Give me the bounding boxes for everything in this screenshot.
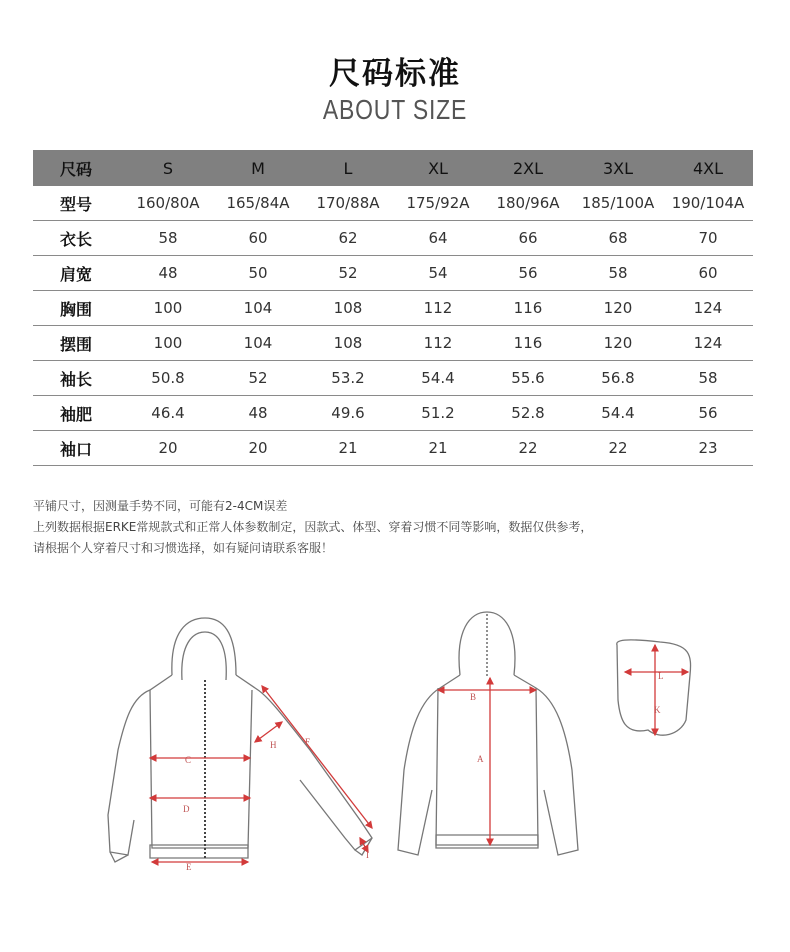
size-cell: 58 <box>123 221 213 256</box>
header-cell: L <box>303 150 393 186</box>
label-f: F <box>305 737 311 747</box>
size-cell: 48 <box>123 256 213 291</box>
size-cell: 20 <box>123 431 213 466</box>
header-cell: 2XL <box>483 150 573 186</box>
size-cell: 60 <box>663 256 753 291</box>
page-subtitle: ABOUT SIZE <box>322 94 468 125</box>
row-label: 袖长 <box>33 361 123 396</box>
size-cell: 52 <box>213 361 303 396</box>
size-table-row <box>33 186 753 221</box>
size-table-row <box>33 326 753 361</box>
size-cell: 54.4 <box>573 396 663 431</box>
size-table-row <box>33 396 753 431</box>
size-cell: 53.2 <box>303 361 393 396</box>
header-cell: 尺码 <box>33 150 123 186</box>
size-cell: 108 <box>303 291 393 326</box>
row-label: 衣长 <box>33 221 123 256</box>
size-cell: 21 <box>393 431 483 466</box>
label-k: K <box>654 705 661 715</box>
measure-line-f <box>262 686 372 828</box>
label-b: B <box>470 692 477 702</box>
header-cell: 3XL <box>573 150 663 186</box>
note-line: 上列数据根据ERKE常规款式和正常人体参数制定，因款式、体型、穿着习惯不同等影响，数据仅供参考， <box>33 520 593 534</box>
row-label: 袖肥 <box>33 396 123 431</box>
hood-outline <box>617 640 691 735</box>
size-cell: 50 <box>213 256 303 291</box>
header-cell: S <box>123 150 213 186</box>
row-label: 肩宽 <box>33 256 123 291</box>
size-cell: 160/80A <box>123 186 213 221</box>
size-cell: 58 <box>663 361 753 396</box>
label-e: E <box>186 862 192 872</box>
label-d: D <box>183 804 190 814</box>
row-label: 胸围 <box>33 291 123 326</box>
size-cell: 48 <box>213 396 303 431</box>
size-cell: 46.4 <box>123 396 213 431</box>
size-cell: 165/84A <box>213 186 303 221</box>
size-table-row <box>33 256 753 291</box>
note-line: 平铺尺寸，因测量手势不同，可能有2-4CM误差 <box>33 499 288 513</box>
size-cell: 64 <box>393 221 483 256</box>
size-cell: 55.6 <box>483 361 573 396</box>
size-notes <box>33 496 592 559</box>
front-jacket-outline <box>108 618 372 862</box>
size-cell: 52.8 <box>483 396 573 431</box>
label-c: C <box>185 755 192 765</box>
size-cell: 22 <box>483 431 573 466</box>
size-cell: 54 <box>393 256 483 291</box>
size-cell: 124 <box>663 326 753 361</box>
back-jacket-outline <box>398 612 578 855</box>
header-cell: 4XL <box>663 150 753 186</box>
size-cell: 175/92A <box>393 186 483 221</box>
size-cell: 108 <box>303 326 393 361</box>
header-cell: XL <box>393 150 483 186</box>
row-label: 型号 <box>33 186 123 221</box>
size-cell: 124 <box>663 291 753 326</box>
size-cell: 56 <box>483 256 573 291</box>
size-cell: 21 <box>303 431 393 466</box>
label-a: A <box>477 754 484 764</box>
size-cell: 68 <box>573 221 663 256</box>
size-cell: 58 <box>573 256 663 291</box>
label-l: L <box>658 671 664 681</box>
size-cell: 100 <box>123 326 213 361</box>
size-cell: 120 <box>573 291 663 326</box>
size-cell: 50.8 <box>123 361 213 396</box>
size-cell: 20 <box>213 431 303 466</box>
header-cell: M <box>213 150 303 186</box>
size-cell: 62 <box>303 221 393 256</box>
size-cell: 190/104A <box>663 186 753 221</box>
size-cell: 112 <box>393 291 483 326</box>
row-label: 袖口 <box>33 431 123 466</box>
size-table-row <box>33 291 753 326</box>
size-cell: 66 <box>483 221 573 256</box>
size-cell: 170/88A <box>303 186 393 221</box>
size-cell: 23 <box>663 431 753 466</box>
size-table-header <box>33 150 753 186</box>
size-cell: 49.6 <box>303 396 393 431</box>
size-table-row <box>33 221 753 256</box>
measure-line-h <box>255 722 282 742</box>
size-cell: 54.4 <box>393 361 483 396</box>
size-cell: 52 <box>303 256 393 291</box>
row-label: 摆围 <box>33 326 123 361</box>
size-cell: 116 <box>483 326 573 361</box>
size-cell: 22 <box>573 431 663 466</box>
label-h: H <box>270 740 277 750</box>
size-cell: 100 <box>123 291 213 326</box>
size-table-row <box>33 431 753 466</box>
measurement-diagram <box>0 600 790 890</box>
note-line: 请根据个人穿着尺寸和习惯选择，如有疑问请联系客服！ <box>33 541 334 555</box>
size-cell: 180/96A <box>483 186 573 221</box>
size-table <box>33 150 753 466</box>
size-cell: 70 <box>663 221 753 256</box>
label-i: I <box>366 850 369 860</box>
size-cell: 104 <box>213 326 303 361</box>
size-cell: 120 <box>573 326 663 361</box>
size-cell: 56 <box>663 396 753 431</box>
size-cell: 51.2 <box>393 396 483 431</box>
size-cell: 116 <box>483 291 573 326</box>
size-table-row <box>33 361 753 396</box>
size-cell: 104 <box>213 291 303 326</box>
size-cell: 56.8 <box>573 361 663 396</box>
page-title: 尺码标准 <box>329 56 461 92</box>
size-cell: 185/100A <box>573 186 663 221</box>
size-cell: 112 <box>393 326 483 361</box>
size-cell: 60 <box>213 221 303 256</box>
